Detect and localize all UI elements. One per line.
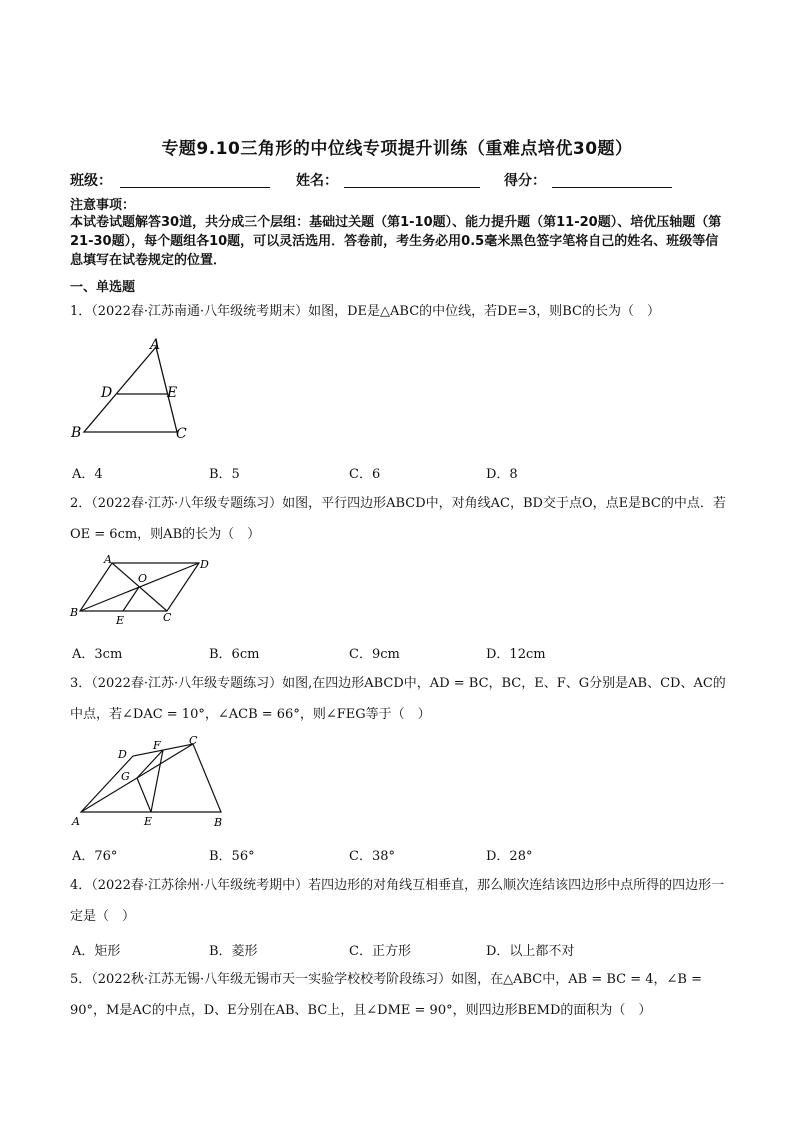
option-c[interactable]: C．9cm — [349, 647, 400, 662]
label-e: E — [144, 815, 153, 828]
student-info-row — [70, 170, 710, 192]
segment-fe — [151, 750, 163, 812]
label-f: F — [153, 739, 161, 752]
score-label: 得分： — [504, 173, 546, 189]
label-d: D — [101, 385, 113, 401]
label-b: B — [71, 425, 82, 441]
option-a[interactable]: A．76° — [72, 849, 118, 864]
option-b[interactable]: B．6cm — [209, 647, 260, 662]
label-c: C — [189, 734, 198, 747]
label-e: E — [116, 614, 125, 627]
label-o: O — [138, 572, 148, 585]
label-b: B — [70, 606, 79, 619]
question-2-figure — [66, 553, 216, 629]
question-1-options — [72, 463, 722, 483]
label-c: C — [163, 611, 172, 624]
option-a[interactable]: A．矩形 — [72, 944, 121, 959]
name-blank[interactable] — [344, 187, 480, 188]
question-2-text: 2．（2022春·江苏·八年级专题练习）如图，平行四边形ABCD中，对角线AC，BD交于点O，点E是BC的中点．若OE = 6cm，则AB的长为（ ） — [70, 496, 726, 542]
label-d: D — [118, 748, 127, 761]
question-1-text: 1．（2022春·江苏南通·八年级统考期末）如图，DE是△ABC的中位线，若DE=3，则BC的长为（ ） — [70, 304, 660, 319]
question-3-figure — [66, 733, 236, 831]
option-c[interactable]: C．38° — [349, 849, 395, 864]
score-blank[interactable] — [552, 187, 672, 188]
label-c: C — [176, 426, 187, 442]
section-heading: 一、单选题 — [70, 280, 136, 295]
option-d[interactable]: D．12cm — [486, 647, 546, 662]
option-b[interactable]: B．56° — [209, 849, 255, 864]
label-a: A — [150, 337, 161, 353]
question-3-text: 3．（2022春·江苏·八年级专题练习）如图,在四边形ABCD中，AD = BC，BC，E、F、G分别是AB、CD、AC的中点，若∠DAC = 10°，∠ACB = 66°，则∠FEG等于（ ） — [70, 676, 726, 722]
option-c[interactable]: C．6 — [349, 467, 381, 482]
question-4-text: 4．（2022春·江苏徐州·八年级统考期中）若四边形的对角线互相垂直，那么顺次连结该四边形中点所得的四边形一定是（ ） — [70, 878, 725, 924]
option-c[interactable]: C．正方形 — [349, 944, 411, 959]
option-d[interactable]: D．8 — [486, 467, 518, 482]
label-b: B — [214, 816, 223, 829]
option-b[interactable]: B．5 — [209, 467, 240, 482]
option-a[interactable]: A．4 — [72, 467, 103, 482]
option-d[interactable]: D．以上都不对 — [486, 944, 575, 959]
question-2-options — [72, 643, 722, 663]
label-a: A — [72, 815, 80, 828]
question-3-options — [72, 845, 722, 865]
diagonal-bd — [80, 563, 199, 611]
notice-body: 本试卷试题解答30道，共分成三个层组：基础过关题（第1-10题）、能力提升题（第11-20题）、培优压轴题（第21-30题），每个题组各10题，可以灵活选用．答卷前，考生务必用0.5毫米黑色签字笔将自己的姓名、班级等信息填写在试卷规定的位置． — [70, 215, 722, 268]
class-label: 班级： — [70, 173, 112, 189]
option-a[interactable]: A．3cm — [72, 647, 123, 662]
name-label: 姓名： — [296, 173, 338, 189]
label-g: G — [121, 770, 130, 783]
triangle-abc — [84, 347, 177, 432]
question-5-text: 5．（2022秋·江苏无锡·八年级无锡市天一实验学校校考阶段练习）如图，在△ABC中，AB = BC = 4，∠B = 90°，M是AC的中点，D、E分别在AB、BC上，且∠DME = 90°，则四边形BEMD的面积为（ ） — [70, 972, 702, 1018]
segment-ge — [137, 778, 151, 812]
class-blank[interactable] — [120, 187, 270, 188]
notice-heading: 注意事项： — [70, 198, 136, 213]
page-title: 专题9.10三角形的中位线专项提升训练（重难点培优30题） — [161, 139, 633, 159]
quadrilateral-abcd — [81, 744, 221, 812]
label-d: D — [200, 558, 209, 571]
label-e: E — [167, 385, 178, 401]
option-d[interactable]: D．28° — [486, 849, 533, 864]
question-1-figure — [66, 334, 196, 444]
question-4-options — [72, 940, 722, 960]
label-a: A — [104, 553, 112, 566]
option-b[interactable]: B．菱形 — [209, 944, 258, 959]
